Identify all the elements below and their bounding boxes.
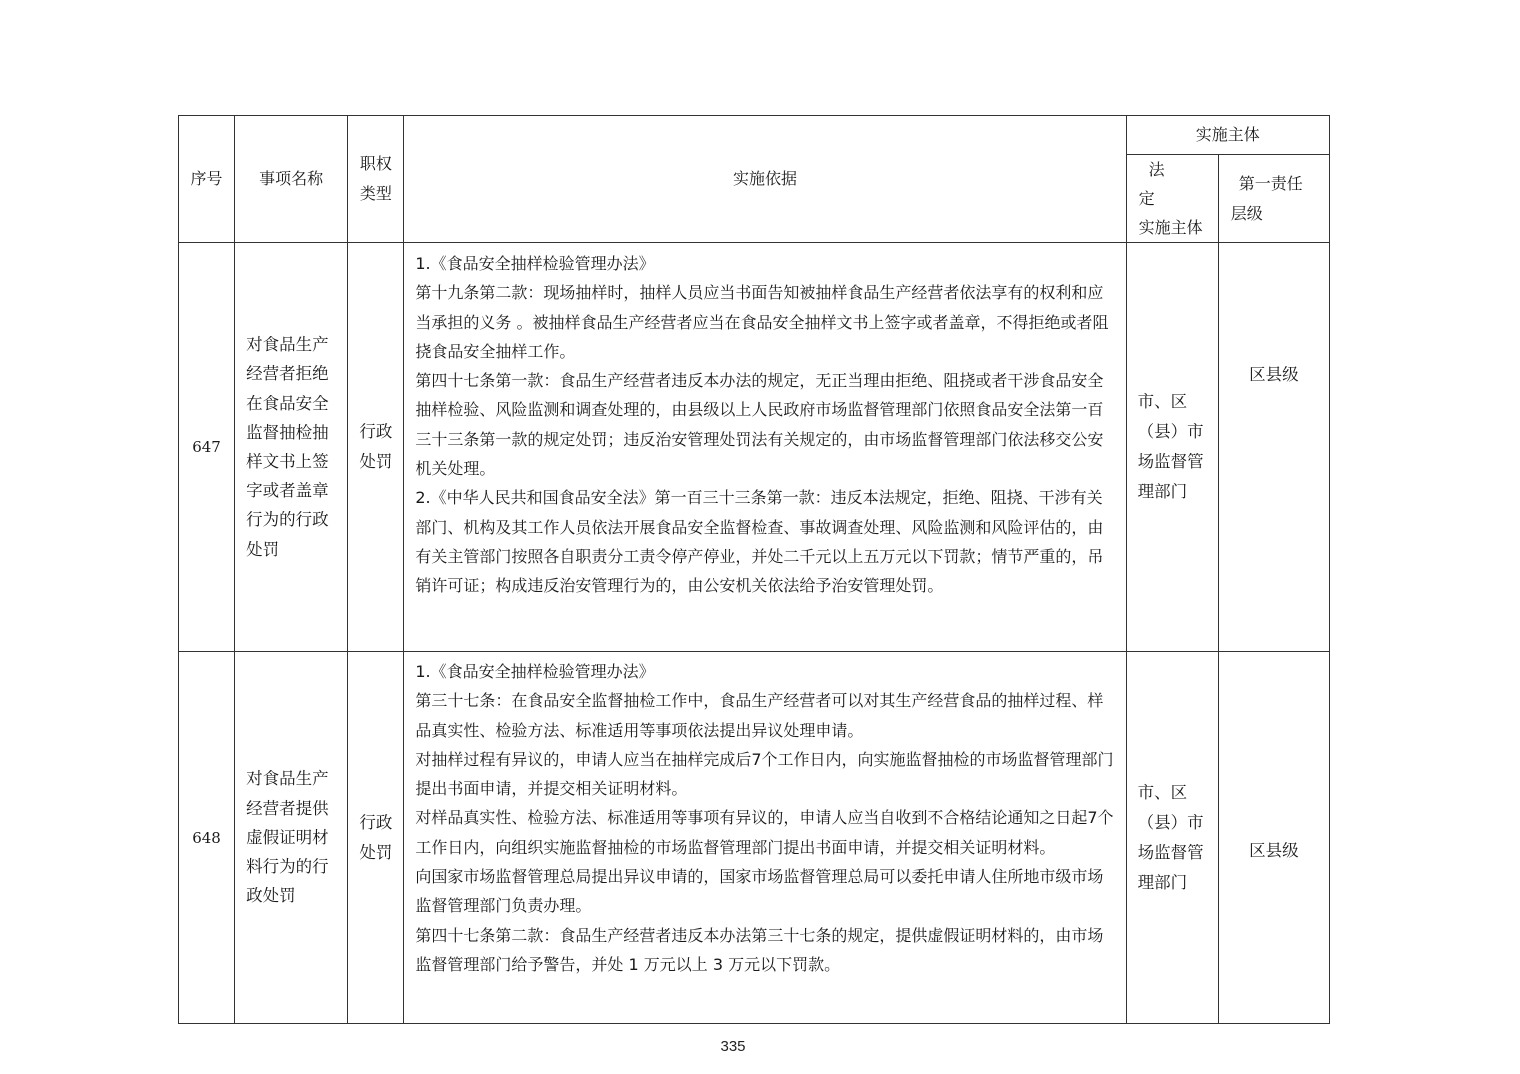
header-item-name: 事项名称 [235,116,348,243]
basis-paragraph: 第四十七条第二款：食品生产经营者违反本办法第三十七条的规定，提供虚假证明材料的，由市场监督管理部门给予警告，并处 1 万元以上 3 万元以下罚款。 [415,925,1104,974]
header-first-level [1218,155,1329,243]
header-subject-group: 实施主体 [1126,116,1329,155]
basis-paragraph: 第十九条第二款：现场抽样时，抽样人员应当书面告知被抽样食品生产经营者依法享有的权利和应当承担的义务 。被抽样食品生产经营者应当在食品安全抽样文书上签字或者盖章，不得拒绝或者阻挠食品安全抽样工作。 [415,283,1109,361]
basis-paragraph: 2.《中华人民共和国食品安全法》第一百三十三条第一款：违反本法规定，拒绝、阻挠、干涉有关部门、机构及其工作人员依法开展食品安全监督检查、事故调查处理、风险监测和风险评估的，由有关主管部门按照各自职责分工责令停产停业，并处二千元以上五万元以下罚款；情节严重的，吊销许可证；构成违反治安管理行为的，由公安机关依法给予治安管理处罚。 [415,488,1104,596]
row-basis [404,243,1126,652]
row-seq: 647 [179,243,235,652]
row-item-name: 对食品生产经营者提供虚假证明材料行为的行政处罚 [235,652,348,1024]
row-first-level-text: 区县级 [1249,365,1299,384]
row-seq: 648 [179,652,235,1024]
header-legal-subject [1126,155,1218,243]
row-first-level [1218,243,1329,652]
row-basis [404,652,1126,1024]
header-basis: 实施依据 [404,116,1126,243]
basis-paragraph: 对样品真实性、检验方法、标准适用等事项有异议的，申请人应当自收到不合格结论通知之日起7个工作日内，向组织实施监督抽检的市场监督管理部门提出书面申请，并提交相关证明材料。 [415,808,1114,857]
row-legal-subject: 市、区（县）市场监督管理部门 [1126,243,1218,652]
basis-paragraph: 对抽样过程有异议的，申请人应当在抽样完成后7个工作日内，向实施监督抽检的市场监督管理部门提出书面申请，并提交相关证明材料。 [415,749,1114,799]
basis-paragraph: 第四十七条第一款：食品生产经营者违反本办法的规定，无正当理由拒绝、阻挠或者干涉食品安全抽样检验、风险监测和调查处理的，由县级以上人民政府市场监督管理部门依照食品安全法第一百三十三条第一款的规定处罚；违反治安管理处罚法有关规定的，由市场监督管理部门依法移交公安机关处理。 [415,371,1104,479]
row-first-level [1218,652,1329,1024]
table-row [179,243,1330,652]
header-legal-subject-line1: 法定 [1138,160,1187,208]
basis-paragraph: 1.《食品安全抽样检验管理办法》 [415,662,655,681]
powers-table [178,115,1330,1024]
header-seq: 序号 [179,116,235,243]
basis-paragraph: 1.《食品安全抽样检验管理办法》 [415,254,655,273]
row-power-type: 行政处罚 [348,652,404,1024]
table-row [179,652,1330,1024]
page-number: 335 [720,1038,746,1055]
header-power-type: 职权类型 [348,116,404,243]
row-first-level-text: 区县级 [1249,841,1299,860]
basis-paragraph: 第三十七条：在食品安全监督抽检工作中，食品生产经营者可以对其生产经营食品的抽样过程、样品真实性、检验方法、标准适用等事项依法提出异议处理申请。 [415,691,1104,740]
row-item-name: 对食品生产经营者拒绝在食品安全监督抽检抽样文书上签字或者盖章行为的行政处罚 [235,243,348,652]
row-legal-subject: 市、区（县）市场监督管理部门 [1126,652,1218,1024]
header-first-level-line2: 层级 [1230,203,1263,223]
row-power-type: 行政处罚 [348,243,404,652]
header-legal-subject-line2: 实施主体 [1138,218,1203,237]
header-first-level-line1: 第一责任 [1238,173,1303,193]
basis-paragraph: 向国家市场监督管理总局提出异议申请的，国家市场监督管理总局可以委托申请人住所地市级市场监督管理部门负责办理。 [415,867,1104,916]
header-row-1 [179,116,1330,155]
